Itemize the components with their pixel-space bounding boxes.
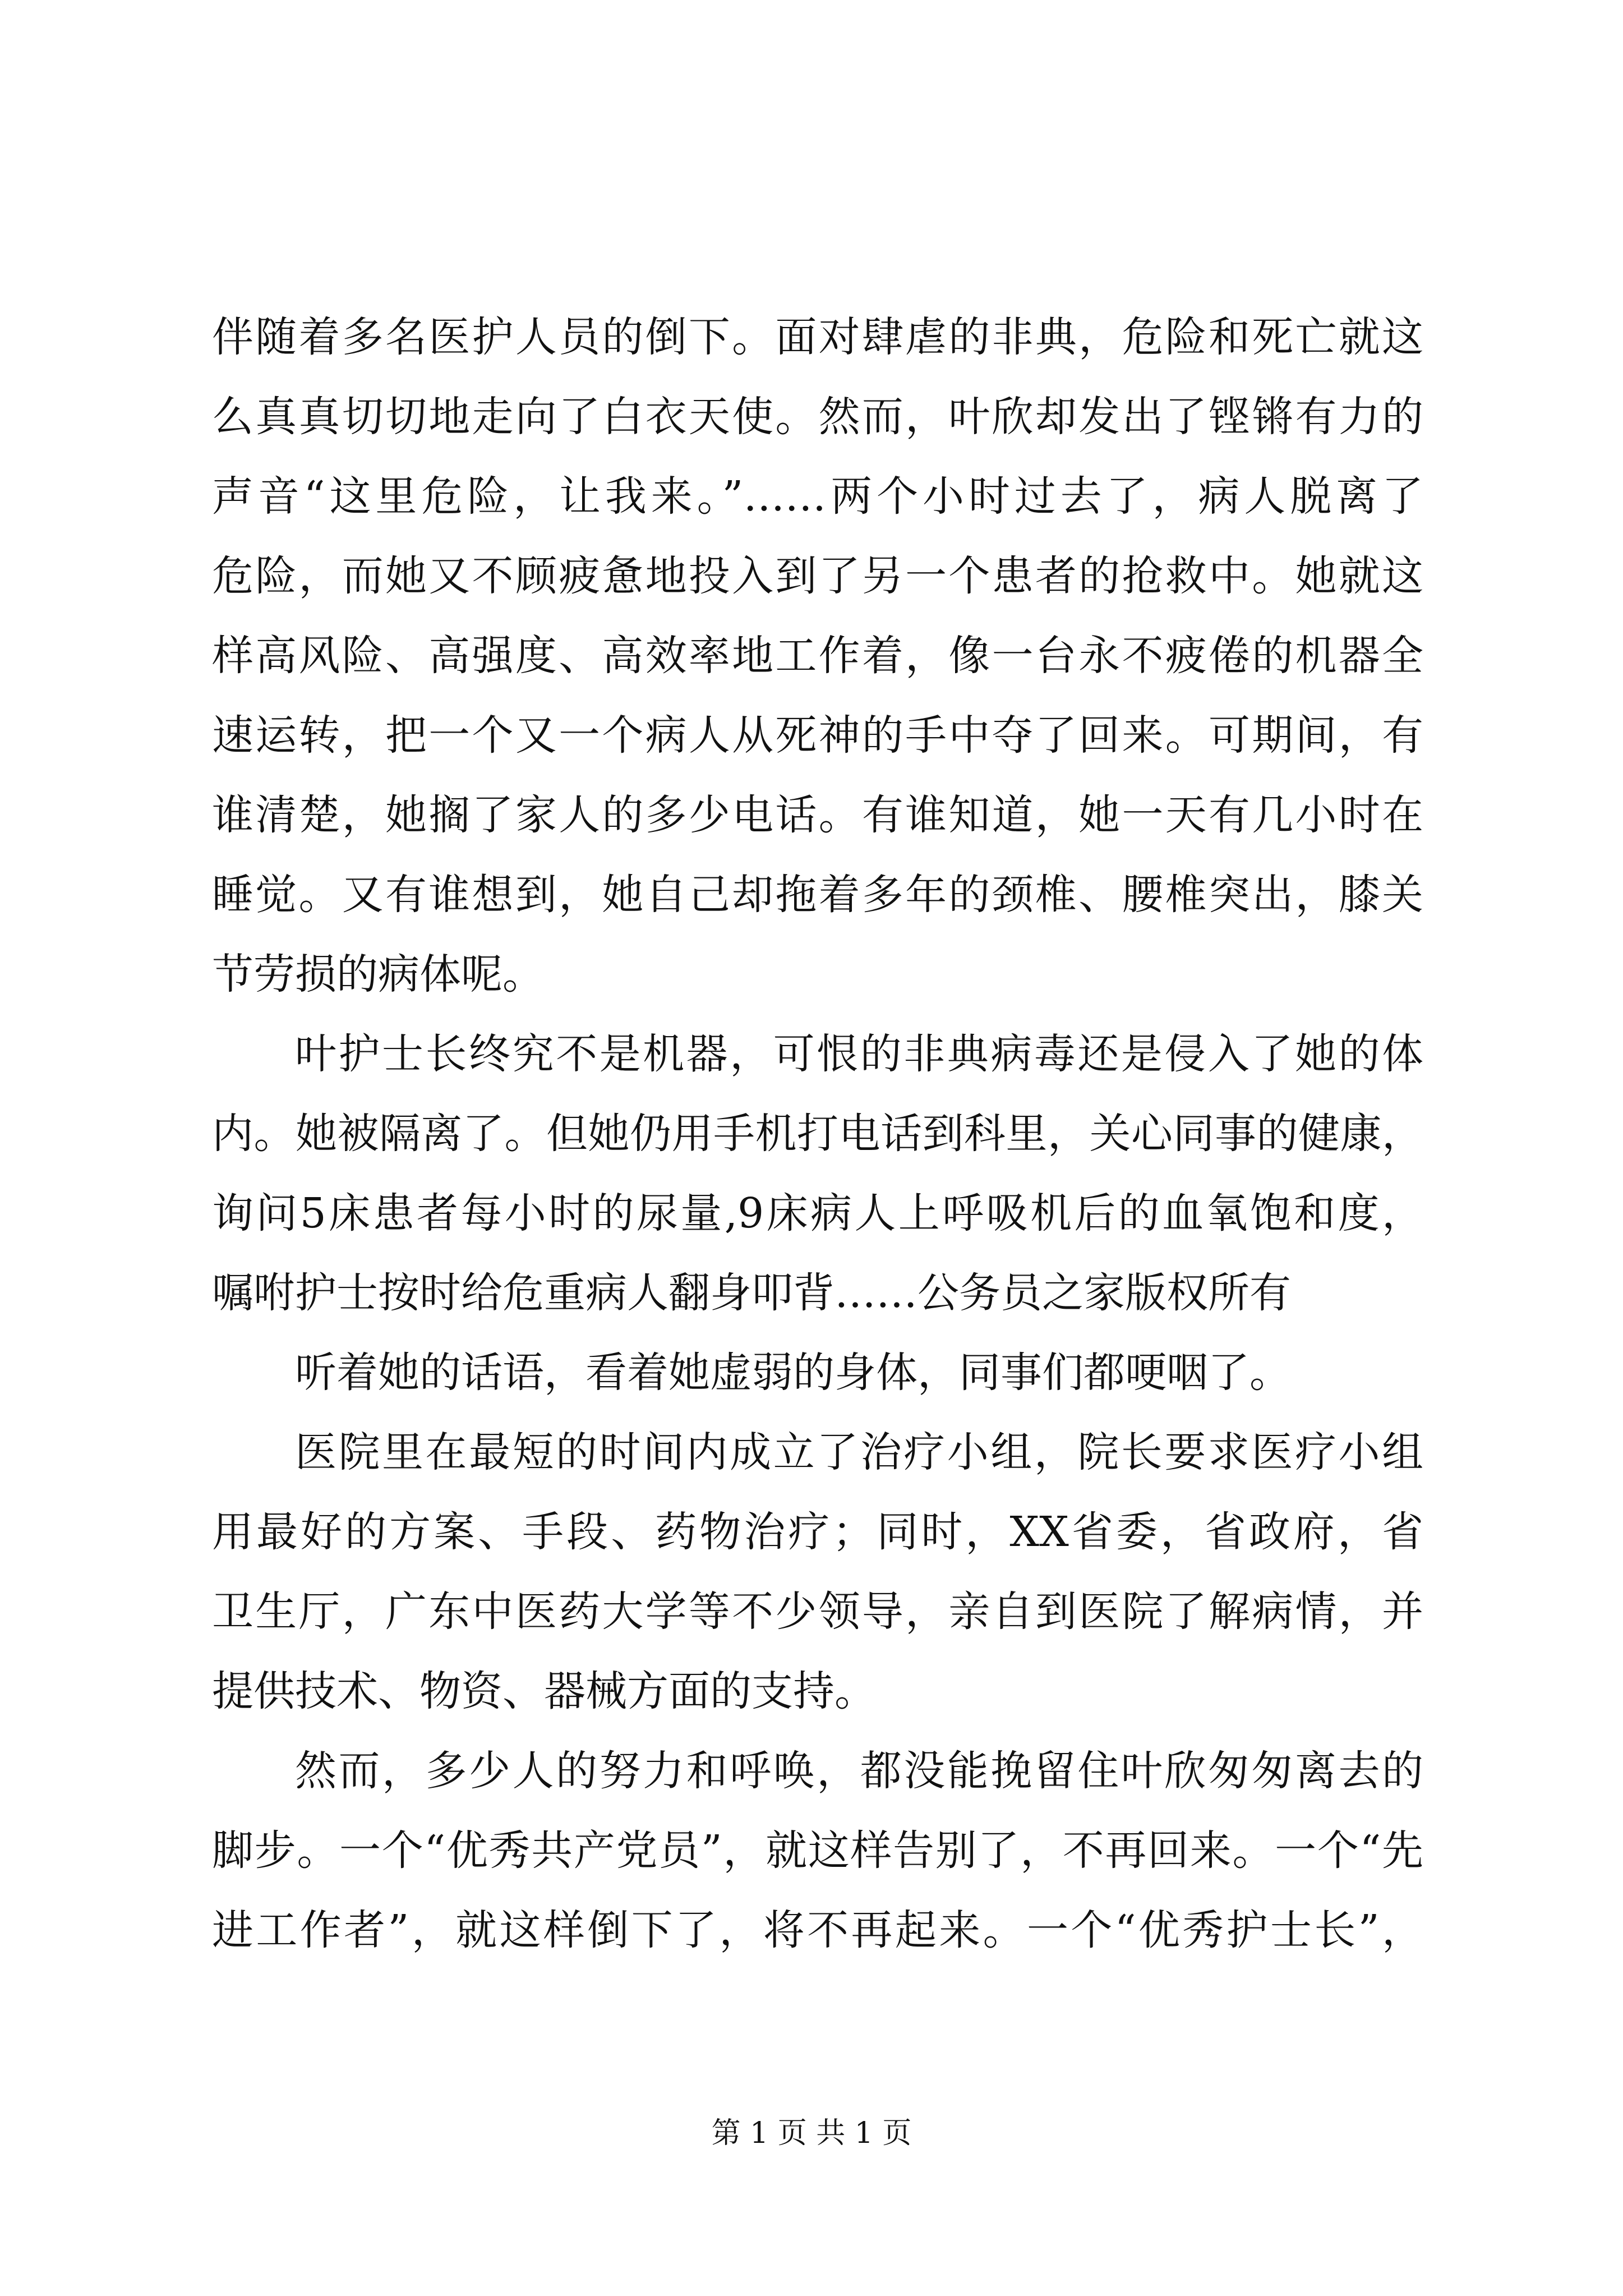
text-line: 脚步。一个“优秀共产党员”，就这样告别了，不再回来。一个“先: [212, 1826, 1423, 1875]
text-line: 睡觉。又有谁想到，她自己却拖着多年的颈椎、腰椎突出，膝关: [212, 871, 1423, 919]
text-line: 嘱咐护士按时给危重病人翻身叩背……公务员之家版权所有: [212, 1269, 1291, 1317]
paragraph-start-line: 医院里在最短的时间内成立了治疗小组，院长要求医疗小组: [295, 1428, 1423, 1476]
text-line: 询问5床患者每小时的尿量,9床病人上呼吸机后的血氧饱和度，: [212, 1189, 1423, 1237]
paragraph-start-line: 听着她的话语，看着她虚弱的身体，同事们都哽咽了。: [295, 1349, 1291, 1397]
text-line: 卫生厅，广东中医药大学等不少领导，亲自到医院了解病情，并: [212, 1588, 1423, 1636]
paragraph-start-line: 然而，多少人的努力和呼唤，都没能挽留住叶欣匆匆离去的: [295, 1747, 1423, 1795]
text-line: 进工作者”，就这样倒下了，将不再起来。一个“优秀护士长”，: [212, 1906, 1423, 1954]
document-body: [212, 297, 1423, 1970]
text-line: 谁清楚，她搁了家人的多少电话。有谁知道，她一天有几小时在: [212, 791, 1423, 839]
page-number-footer: 第 1 页 共 1 页: [711, 2116, 912, 2150]
text-line: 速运转，把一个又一个病人从死神的手中夺了回来。可期间，有: [212, 711, 1423, 760]
text-line: 声音“这里危险，让我来。”……两个小时过去了，病人脱离了: [212, 472, 1423, 521]
text-line: 提供技术、物资、器械方面的支持。: [212, 1667, 876, 1715]
text-line: 么真真切切地走向了白衣天使。然而，叶欣却发出了铿锵有力的: [212, 393, 1423, 441]
text-line: 样高风险、高强度、高效率地工作着，像一台永不疲倦的机器全: [212, 632, 1423, 680]
text-line: 内。她被隔离了。但她仍用手机打电话到科里，关心同事的健康，: [212, 1110, 1423, 1158]
text-line: 伴随着多名医护人员的倒下。面对肆虐的非典，危险和死亡就这: [212, 313, 1423, 361]
text-line: 危险，而她又不顾疲惫地投入到了另一个患者的抢救中。她就这: [212, 552, 1423, 600]
text-line: 用最好的方案、手段、药物治疗；同时，XX省委，省政府，省: [212, 1508, 1423, 1556]
text-line: 节劳损的病体呢。: [212, 950, 544, 999]
paragraph-start-line: 叶护士长终究不是机器，可恨的非典病毒还是侵入了她的体: [295, 1030, 1423, 1078]
